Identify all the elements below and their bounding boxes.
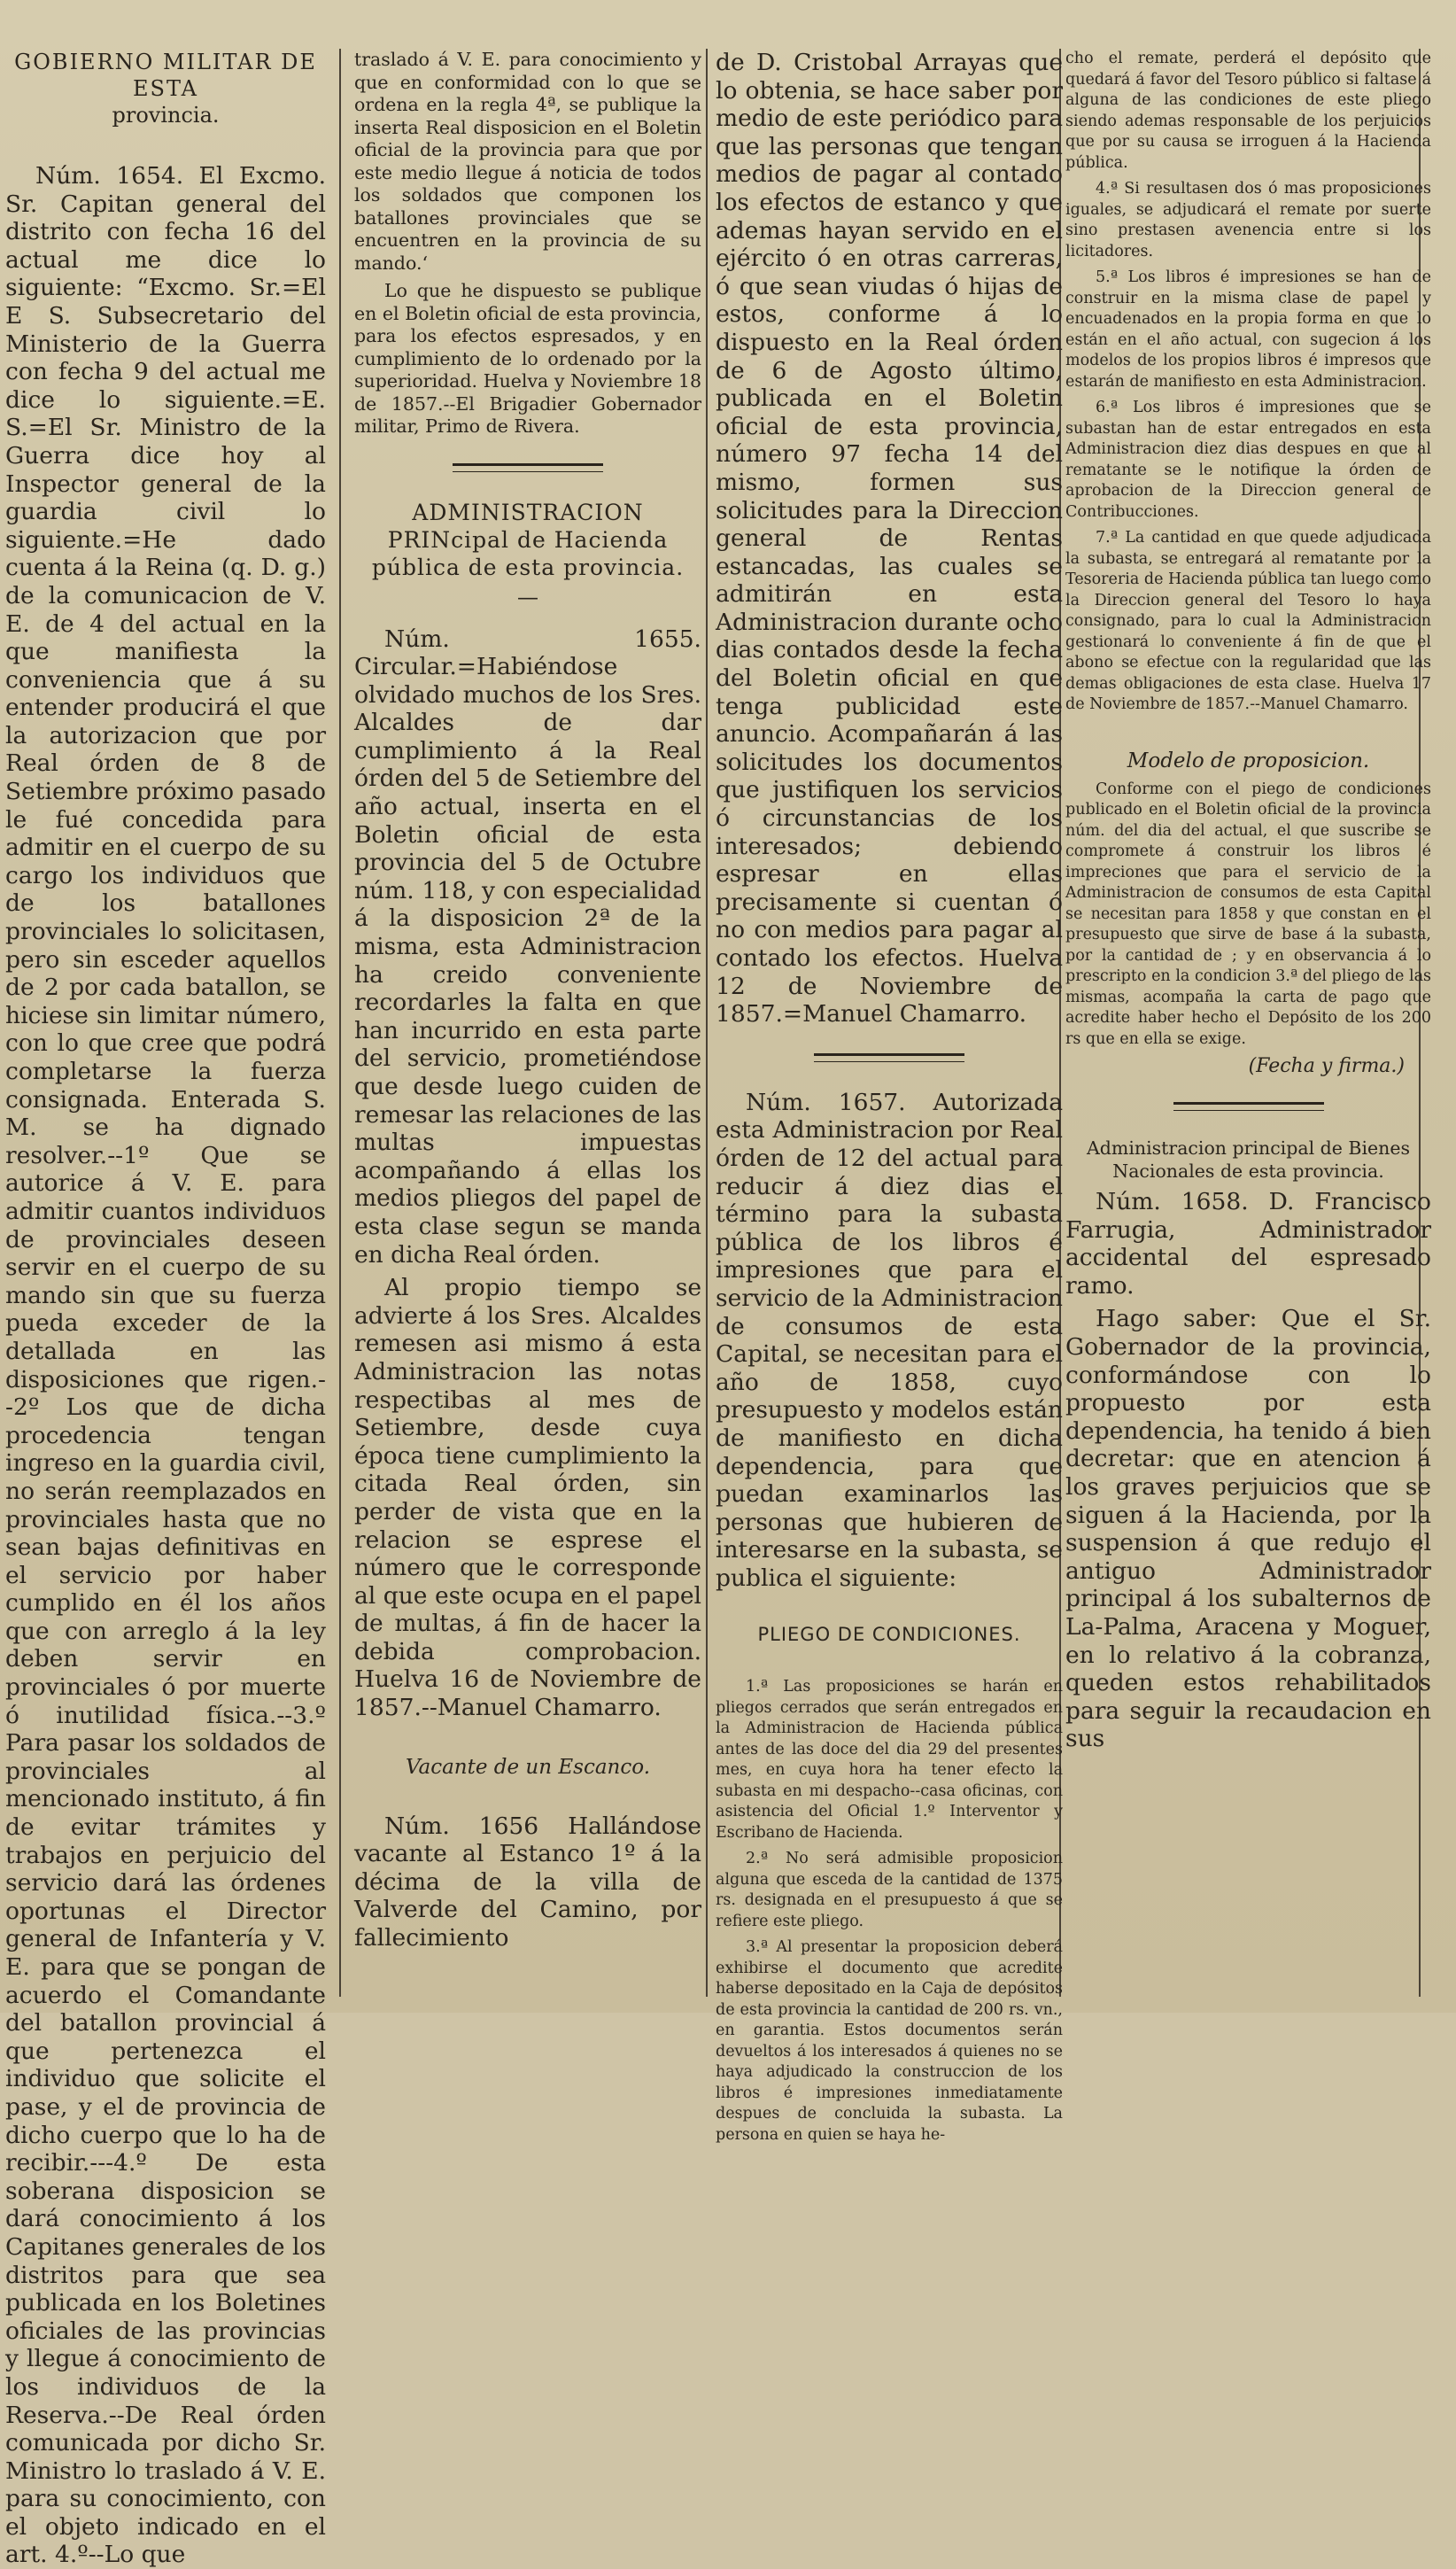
article-1658: Núm. 1658. D. Francisco Farrugia, Administrador accidental del espresado ramo. — [1065, 1188, 1431, 1300]
article-1656: Núm. 1656 Hallándose vacante al Estanco 1º á la décima de la villa de Valverde del Camino, por fallecimiento — [354, 1812, 701, 1952]
article-1656-continued: de D. Cristobal Arrayas que lo obtenia, se hace saber por medio de este periódico para que las personas que tengan medios de pagar al contado los efectos de estanco y que ademas hayan servido en el ejército ó en otras carreras, ó que sean viudas ó hijas de estos, conforme á lo dispuesto en la Real órden de 6 de Agosto último, publicada en el Boletin oficial de esta provincia, número 97 fecha 14 del mismo, formen sus solicitudes para la Direccion general de Rentas estancadas, las cuales se admitirán en esta Administracion durante ocho dias contados desde la fecha del Boletin oficial en que tenga publicidad este anuncio. Acompañarán á las solicitudes los documentos que justifiquen los servicios ó circunstancias de los interesados; debiendo espresar en ellas precisamente si cuentan ó no con medios para pagar al contado los efectos. Huelva 12 de Noviembre de 1857.=Manuel Chamarro. — [716, 49, 1063, 1028]
section-heading-hacienda: ADMINISTRACION PRINcipal de Hacienda pública de esta provincia. — [371, 499, 685, 580]
heading-dash: — — [517, 584, 538, 609]
pliego-heading: PLIEGO DE CONDICIONES. — [757, 1624, 1021, 1646]
condition-7: 7.ª La cantidad en que quede adjudicada la subasta, se entregará al rematante por la Tesoreria de Hacienda pública tan luego como la Direccion general del Tesoro lo haya consignado, para lo cual la Administracion gestionará lo conveniente á fin de que el abono se efectue con la regularidad que las demas obligaciones de esta clase. Huelva 17 de Noviembre de 1857.--Manuel Chamarro. — [1065, 529, 1431, 713]
condition-5: 5.ª Los libros é impresiones se han de construir en la misma clase de papel y encuadenados en la propia forma en que lo están en el año actual, con sugecion á los modelos de los propios libros é impresos que estarán de manifiesto en esta Administracion. — [1065, 268, 1431, 391]
condition-4: 4.ª Si resultasen dos ó mas proposiciones iguales, se adjudicará el remate por suerte sino prestasen avenencia entre si los licitadores. — [1065, 180, 1431, 260]
column-3 — [716, 49, 1063, 2144]
modelo-text: Conforme con el piego de condiciones publicado en el Boletin oficial de la provincia núm. del dia del actual, el que suscribe se compromete á construir los libros é impreciones que para el servicio de la Administracion de consumos de esta Capital se necesitan para 1858 y que constan en el presupuesto que sirve de base á la subasta, por la cantidad de ; y en observancia á lo prescripto en la condicion 3.ª del pliego de las mismas, acompaña la carta de pago que acredite haber hecho el Depósito de los 200 rs que en ella se exige. — [1065, 780, 1431, 1048]
modelo-heading: Modelo de proposicion. — [1127, 749, 1370, 772]
article-1654-continued: traslado á V. E. para conocimiento y que en conformidad con lo que se ordena en la regla 4ª, se publique la inserta Real disposicion en el Boletin oficial de la provincia para que por este medio llegue á noticia de todos los soldados que componen los batallones provinciales que se encuentren en la provincia de su mando.‘ — [354, 49, 701, 274]
article-1655: Núm. 1655. Circular.=Habiéndose olvidado muchos de los Sres. Alcaldes de dar cumplimiento á la Real órden del 5 de Setiembre del año actual, inserta en el Boletin oficial de esta provincia del 5 de Octubre núm. 118, y con especialidad á la disposicion 2ª de la misma, esta Administracion ha creido conveniente recordarles la falta en que han incurrido en esta parte del servicio, prometiéndose que desde luego cuiden de remesar las relaciones de las multas impuestas acompañando á ellas los medios pliegos del papel de esta clase segun se manda en dicha Real órden. — [354, 625, 701, 1269]
vacante-heading: Vacante de un Escanco. — [406, 1755, 650, 1779]
article-1654: Núm. 1654. El Excmo. Sr. Capitan general del distrito con fecha 16 del actual me dice lo siguiente: “Excmo. Sr.=El E S. Subsecretario del Ministerio de la Guerra con fecha 9 del actual me dice lo siguiente.=E. S.=El Sr. Ministro de la Guerra dice hoy al Inspector general de la guardia civil lo siguiente.=He dado cuenta á la Reina (q. D. g.) de la comunicacion de V. E. de 4 del actual en la que manifiesta la conveniencia que á su entender producirá el que la autorizacion que por Real órden de 8 de Setiembre próximo pasado le fué concedida para admitir en el cuerpo de su cargo los individuos que de los batallones provinciales lo solicitasen, pero sin esceder aquellos de 2 por cada batallon, se hiciese sin limitar número, con lo que cree que podrá completarse la fuerza consignada. Enterada S. M. se ha dignado resolver.--1º Que se autorice á V. E. para admitir cuantos individuos de provinciales deseen servir en el cuerpo de su mando sin que su fuerza pueda exceder de la detallada en las disposiciones que rigen.--2º Los que de dicha procedencia tengan ingreso en la guardia civil, no serán reemplazados en provinciales hasta que no sean bajas definitivas en el servicio por haber cumplido en él los años que con arreglo á la ley deben servir en provinciales ó por muerte ó inutilidad física.--3.º Para pasar los soldados de provinciales al mencionado instituto, á fin de evitar trámites y trabajos en perjuicio del servicio dará las órdenes oportunas el Director general de Infantería y V. E. para que se pongan de acuerdo el Comandante del batallon provincial á que pertenezca el individuo que solicite el pase, y el de provincia de dicho cuerpo que lo ha de recibir.---4.º De esta soberana disposicion se dará conocimiento á los Capitanes generales de los distritos para que sea publicada en los Boletines oficiales de las provincias y llegue á conocimiento de los individuos de la Reserva.--De Real órden comunicada por dicho Sr. Ministro lo traslado á V. E. para su conocimiento, con el objeto indicado en el art. 4.º--Lo que — [5, 162, 326, 2569]
condition-1: 1.ª Las proposiciones se harán en pliegos cerrados que serán entregados en la Administracion de Hacienda pública antes de las doce del dia 29 del presentes mes, en cuya hora ha tener efecto la subasta en mi despacho--casa oficinas, con asistencia del Oficial 1.º Interventor y Escribano de Hacienda. — [716, 1678, 1063, 1842]
column-rule — [706, 49, 708, 1997]
separator-rule — [453, 463, 603, 472]
condition-3-continued: cho el remate, perderá el depósito que quedará á favor del Tesoro público si faltase á alguna de las condiciones de este pliego siendo ademas responsable de los perjuicios que por su causa se irroguen á la Hacienda pública. — [1065, 50, 1431, 172]
column-2 — [354, 49, 701, 1997]
separator-rule — [814, 1053, 964, 1062]
article-1654-closing: Lo que he dispuesto se publique en el Boletin oficial de esta provincia, para los efectos espresados, y en cumplimiento de lo ordenado por la superioridad. Huelva y Noviembre 18 de 1857.--El Brigadier Gobernador militar, Primo de Rivera. — [354, 280, 701, 437]
admin-bienes-heading: Administracion principal de Bienes Nacionales de esta provincia. — [1086, 1137, 1411, 1182]
column-rule — [339, 49, 341, 1997]
article-1655-part-2: Al propio tiempo se advierte á los Sres. Alcaldes remesen asi mismo á esta Administracion las notas respectibas al mes de Setiembre, desde cuya época tiene cumplimiento la citada Real órden, sin perder de vista que en la relacion se esprese el número que le corresponde al que este ocupa en el papel de multas, á fin de hacer la debida comprobacion. Huelva 16 de Noviembre de 1857.--Manuel Chamarro. — [354, 1274, 701, 1722]
column-4 — [1065, 49, 1431, 1997]
column-1 — [5, 49, 326, 2569]
condition-6: 6.ª Los libros é impresiones que se subastan han de estar entregados en esta Administracion diez dias despues en que al rematante se le notifique la órden de aprobacion de la Direccion general de Contribucciones. — [1065, 399, 1431, 521]
separator-rule — [1173, 1102, 1324, 1111]
section-header: GOBIERNO MILITAR DE ESTA — [14, 50, 317, 101]
condition-2: 2.ª No será admisible proposicion alguna que esceda de la cantidad de 1375 rs. designada en el presupuesto á que se refiere este pliego. — [716, 1850, 1063, 1930]
section-subheader: provincia. — [112, 103, 220, 128]
article-1658-part-2: Hago saber: Que el Sr. Gobernador de la provincia, conformándose con lo propuesto por esta dependencia, ha tenido á bien decretar: que en atencion á los graves perjuicios que se siguen á la Hacienda, por la suspension á que redujo el antiguo Administrador principal á los subalternos de La-Palma, Aracena y Moguer, en lo relativo á la cobranza, queden estos rehabilitados para seguir la recaudacion en sus — [1065, 1305, 1431, 1753]
fecha-firma: (Fecha y firma.) — [1248, 1055, 1405, 1077]
article-1657: Núm. 1657. Autorizada esta Administracion por Real órden de 12 del actual para reducir á diez dias el término para la subasta pública de los libros é impresiones que para el servicio de la Administracion de consumos de esta Capital, se necesitan para el año de 1858, cuyo presupuesto y modelos están de manifiesto en dicha dependencia, para que puedan examinarlos las personas que hubieren de interesarse en la subasta, se publica el siguiente: — [716, 1088, 1063, 1592]
condition-3: 3.ª Al presentar la proposicion deberá exhibirse el documento que acredite haberse depositado en la Caja de depósitos de esta provincia la cantidad de 200 rs. vn., en garantia. Estos documentos serán devueltos á los interesados á quienes no se haya adjudicado la construccion de los libros é impresiones inmediatamente despues de concluida la subasta. La persona en quien se haya he- — [716, 1938, 1063, 2144]
